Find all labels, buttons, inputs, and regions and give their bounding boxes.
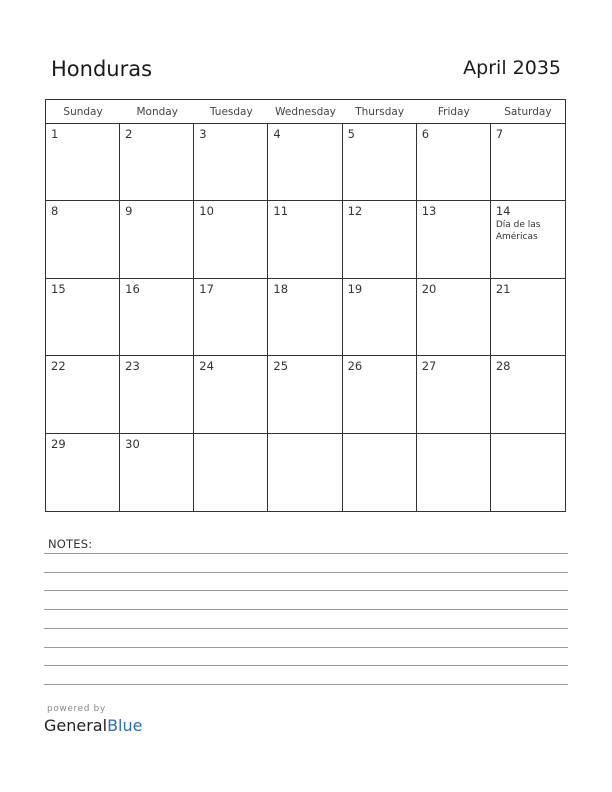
weekday-thursday: Thursday <box>355 106 405 118</box>
day-cell <box>417 279 491 356</box>
day-number: 26 <box>347 359 363 374</box>
brand-blue: Blue <box>107 716 143 735</box>
country-title: Honduras <box>51 57 153 81</box>
day-number: 15 <box>51 281 66 296</box>
day-number: 23 <box>125 359 140 374</box>
day-number: 8 <box>51 204 59 219</box>
day-number: 6 <box>421 127 430 141</box>
day-cell <box>343 434 417 511</box>
day-number: 1 <box>51 127 59 141</box>
day-cell <box>46 279 120 356</box>
day-cell <box>120 434 194 511</box>
day-cell <box>491 279 565 356</box>
day-cell <box>194 356 268 433</box>
note-line <box>44 572 568 573</box>
day-cell <box>194 201 268 278</box>
day-number: 9 <box>125 204 133 219</box>
day-cell <box>120 356 194 433</box>
day-cell <box>268 279 342 356</box>
day-cell <box>417 201 491 278</box>
day-cell <box>194 434 268 511</box>
day-cell <box>268 434 342 511</box>
day-cell <box>46 356 120 433</box>
day-number: 29 <box>51 436 66 451</box>
generalblue-logo <box>44 716 142 735</box>
day-cell <box>194 124 268 201</box>
note-line <box>44 590 568 591</box>
note-line <box>44 553 568 554</box>
day-cell <box>343 201 417 278</box>
day-cell <box>491 434 565 511</box>
day-cell <box>417 434 491 511</box>
day-number: 13 <box>421 204 437 219</box>
notes-label: NOTES: <box>48 537 93 551</box>
note-line <box>44 684 568 685</box>
weekday-friday: Friday <box>437 106 470 118</box>
weekday-wednesday: Wednesday <box>275 106 336 118</box>
day-number: 17 <box>199 281 214 296</box>
day-number: 2 <box>125 127 133 141</box>
note-line <box>44 665 568 666</box>
day-number: 21 <box>495 281 511 296</box>
month-title: April 2035 <box>463 57 561 79</box>
day-cell <box>46 201 120 278</box>
day-number: 11 <box>273 204 289 219</box>
weekday-saturday: Saturday <box>504 106 552 118</box>
calendar-grid <box>45 99 566 512</box>
weekday-monday: Monday <box>136 106 178 118</box>
day-number: 20 <box>421 281 437 296</box>
day-number: 18 <box>273 281 289 296</box>
day-number: 5 <box>347 127 355 141</box>
day-number: 16 <box>125 281 140 296</box>
day-number: 28 <box>495 359 511 374</box>
day-cell <box>343 124 417 201</box>
day-number: 19 <box>347 281 363 296</box>
day-cell <box>46 434 120 511</box>
day-cell <box>491 124 565 201</box>
day-cell <box>268 124 342 201</box>
day-number: 14 <box>495 204 511 219</box>
day-number: 25 <box>273 359 289 374</box>
weekday-header-row <box>46 100 565 124</box>
day-cell <box>268 201 342 278</box>
day-cell <box>417 124 491 201</box>
brand-general: General <box>44 716 108 735</box>
day-cell <box>343 356 417 433</box>
day-number: 10 <box>199 204 214 219</box>
powered-by-text: powered by <box>47 704 106 714</box>
day-cell <box>491 356 565 433</box>
day-cell <box>120 201 194 278</box>
day-number: 22 <box>51 359 66 374</box>
note-line <box>44 647 568 648</box>
day-number: 24 <box>199 359 214 374</box>
day-number: 27 <box>421 359 437 374</box>
day-cell <box>268 356 342 433</box>
day-number: 7 <box>495 127 504 141</box>
note-line <box>44 609 568 610</box>
holiday-label: Día de las Américas <box>495 220 541 243</box>
weekday-sunday: Sunday <box>63 106 103 118</box>
day-cell <box>194 279 268 356</box>
day-cell <box>417 356 491 433</box>
day-cell <box>120 279 194 356</box>
day-cell <box>491 201 565 278</box>
day-number: 3 <box>199 127 207 141</box>
day-number: 12 <box>347 204 363 219</box>
weekday-tuesday: Tuesday <box>209 106 253 118</box>
day-number: 4 <box>273 127 281 141</box>
day-cell <box>120 124 194 201</box>
day-cell <box>343 279 417 356</box>
day-number: 30 <box>125 436 140 451</box>
calendar-weeks <box>46 124 565 511</box>
day-cell <box>46 124 120 201</box>
note-line <box>44 628 568 629</box>
